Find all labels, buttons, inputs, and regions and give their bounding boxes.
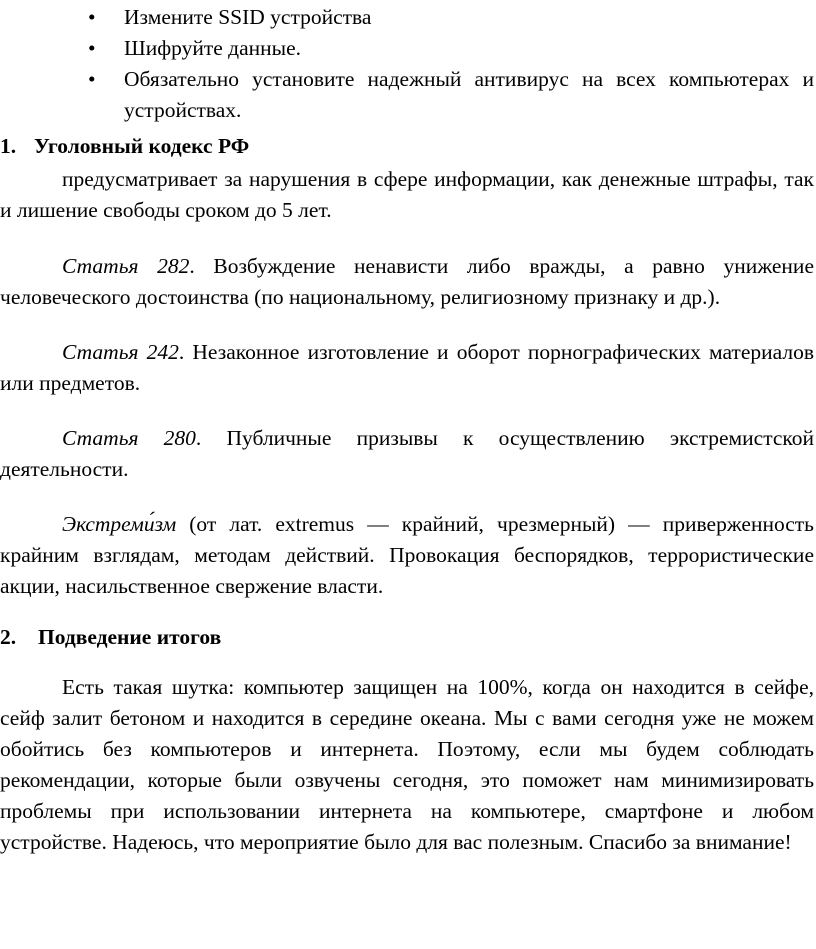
list-item	[0, 64, 814, 126]
section-heading-summary	[0, 622, 221, 653]
section-title: Уголовный кодекс РФ	[34, 134, 250, 158]
term: Экстреми́зм	[62, 512, 177, 536]
recommendation-list	[0, 2, 814, 126]
paragraph-article-280	[0, 423, 814, 485]
paragraph-text: предусматривает за нарушения в сфере информации, как денежные штрафы, так и лишение свободы сроком до 5 лет.	[0, 167, 814, 222]
bullet-icon: •	[88, 36, 96, 60]
list-item-text: Обязательно установите надежный антивирус на всех компьютерах и устройствах.	[124, 67, 814, 122]
paragraph-article-242	[0, 337, 814, 399]
list-item-text: Измените SSID устройства	[124, 5, 372, 29]
list-item	[0, 2, 814, 33]
article-reference: Статья 282	[62, 254, 190, 278]
list-item-text: Шифруйте данные.	[124, 36, 302, 60]
paragraph-text: . Незаконное изготовление и оборот порнографических материалов или предметов.	[0, 340, 814, 395]
section-title: Подведение итогов	[38, 625, 222, 649]
paragraph-text: . Публичные призывы к осуществлению экстремистской деятельности.	[0, 426, 815, 481]
section-heading-criminal-code	[0, 131, 249, 162]
article-reference: Статья 242	[62, 340, 179, 364]
section-number: 2.	[0, 625, 17, 649]
section-number: 1.	[0, 134, 17, 158]
paragraph-closing	[0, 672, 814, 858]
bullet-icon: •	[88, 67, 96, 91]
paragraph-text: (от лат. extremus — крайний, чрезмерный) — приверженность крайним взглядам, методам действий. Провокация беспорядков, террористические акции, насильственное свержение власти.	[0, 512, 814, 598]
list-item	[0, 33, 814, 64]
paragraph	[0, 164, 814, 226]
article-reference: Статья 280	[62, 426, 196, 450]
paragraph-text: Есть такая шутка: компьютер защищен на 100%, когда он находится в сейфе, сейф залит бетоном и находится в середине океана. Мы с вами сегодня уже не можем обойтись без компьютеров и интернета. Поэтому, если мы будем соблюдать рекомендации, которые были озвучены сегодня, это поможет нам минимизировать проблемы при использовании интернета на компьютере, смартфоне и любом устройстве. Надеюсь, что мероприятие было для вас полезным. Спасибо за внимание!	[0, 675, 814, 854]
paragraph-text: . Возбуждение ненависти либо вражды, а равно унижение человеческого достоинства (по национальному, религиозному признаку и др.).	[0, 254, 814, 309]
paragraph-extremism-definition	[0, 509, 814, 602]
paragraph-article-282	[0, 251, 814, 313]
bullet-icon: •	[88, 5, 96, 29]
